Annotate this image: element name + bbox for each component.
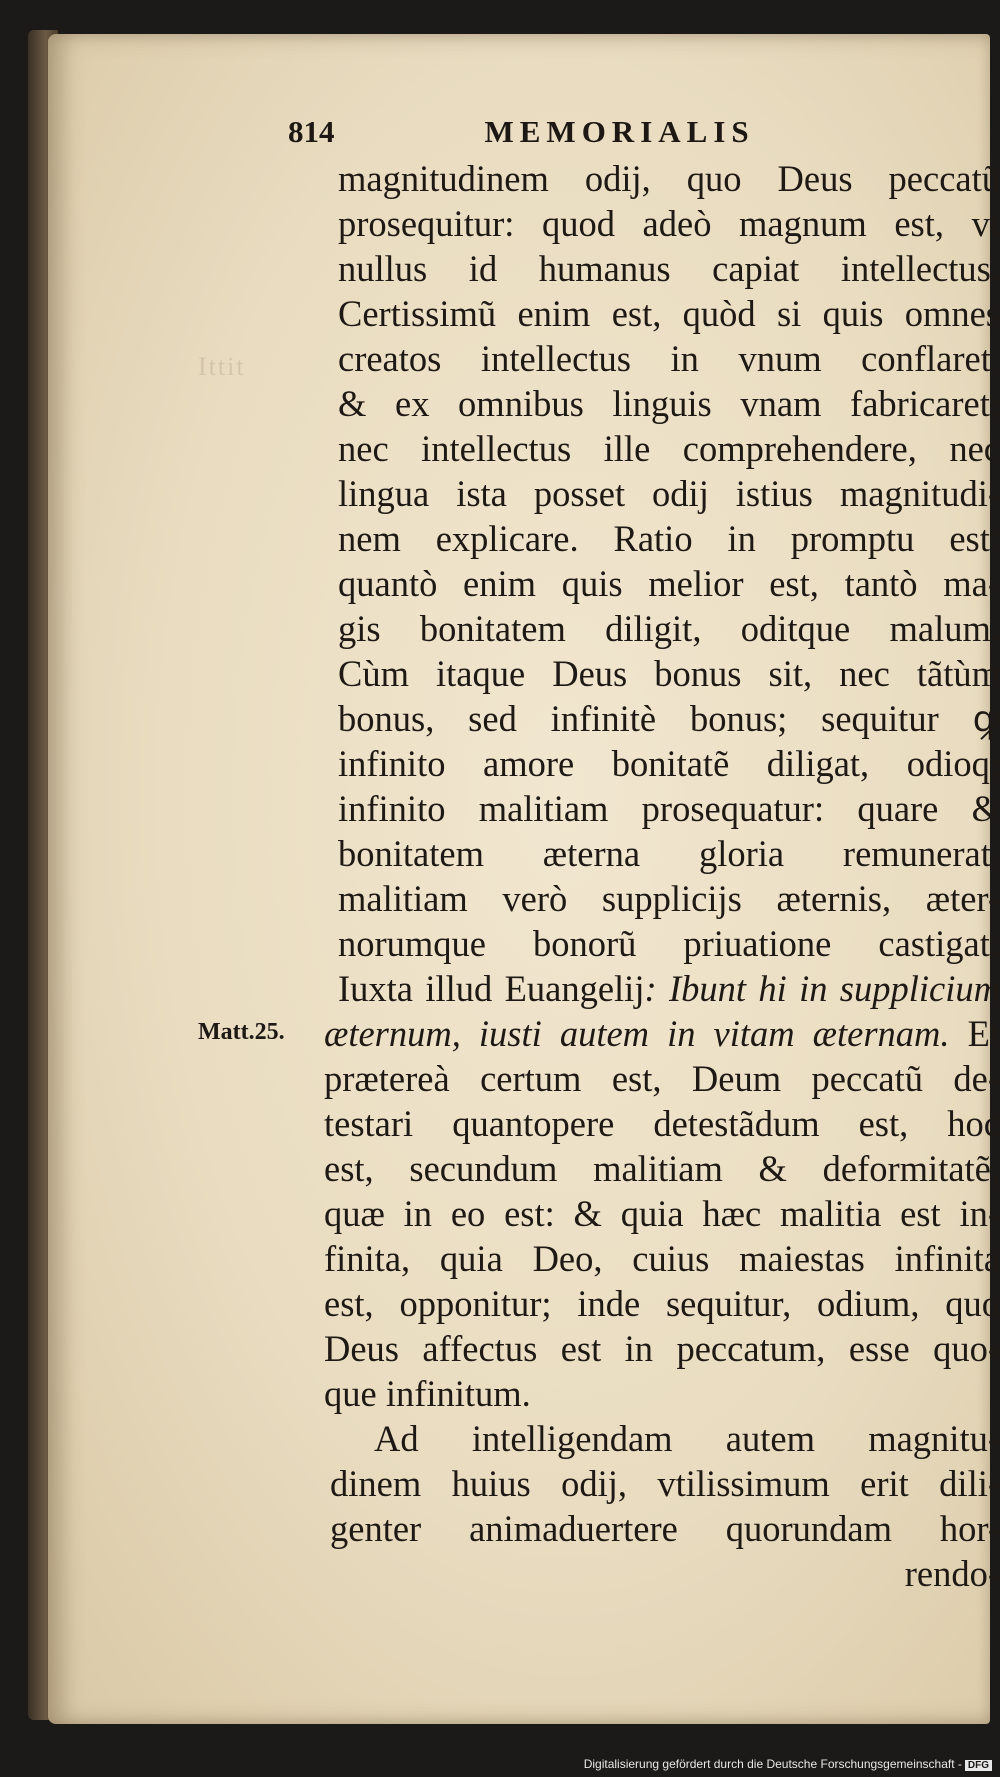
text-line: dinem huius odij, vtilissimum erit dili- — [330, 1463, 1000, 1504]
dfg-logo: DFG — [965, 1760, 992, 1771]
catchword: rendo- — [904, 1553, 1000, 1594]
text-line: Deus affectus est in peccatum, esse quo- — [324, 1328, 1000, 1369]
page-number: 814 — [288, 114, 335, 149]
text-line: Certissimũ enim est, quòd si quis omnes — [338, 293, 1000, 334]
text-line: est, opponitur; inde sequitur, odium, quo — [324, 1283, 1000, 1324]
text-line: lingua ista posset odij istius magnitudi- — [338, 473, 1000, 514]
text-line: quæ in eo est: & quia hæc malitia est in- — [324, 1193, 1000, 1234]
text-line: bonus, sed infinitè bonus; sequitur ꝙ — [338, 698, 1000, 739]
quote-intro: Iuxta illud Euangelij — [338, 968, 645, 1009]
text-line: bonitatem æterna gloria remunerat, — [338, 833, 1000, 874]
running-head-title: MEMORIALIS — [484, 114, 755, 149]
digitization-footer — [584, 1757, 992, 1771]
text-line: gis bonitatem diligit, oditque malum. — [338, 608, 1000, 649]
text-line: norumque bonorũ priuatione castigat: — [338, 923, 1000, 964]
running-head — [288, 114, 755, 150]
text-line: nullus id humanus capiat intellectus. — [338, 248, 1000, 289]
quote-tail: Et — [949, 1013, 1000, 1054]
body-text — [324, 156, 1000, 1596]
text-line: creatos intellectus in vnum conflaret, — [338, 338, 1000, 379]
scripture-quote: : Ibunt hi in supplicium — [644, 968, 1000, 1009]
text-line: nec intellectus ille comprehendere, nec — [338, 428, 1000, 469]
text-line: infinito malitiam prosequatur: quare & — [338, 788, 1000, 829]
text-line: Cùm itaque Deus bonus sit, nec tãtùm — [338, 653, 1000, 694]
text-line: testari quantopere detestãdum est, hoc — [324, 1103, 1000, 1144]
text-line: genter animaduertere quorundam hor- — [330, 1508, 1000, 1549]
book-page — [48, 34, 1000, 1724]
text-line: est, secundum malitiam & deformitatẽ, — [324, 1148, 1000, 1189]
show-through-text: Ittit — [198, 352, 246, 381]
scripture-quote-cont: æternum, iusti autem in vitam æternam. — [324, 1013, 950, 1054]
text-line: prosequitur: quod adeò magnum est, vt — [338, 203, 1000, 244]
quote-line — [338, 966, 1000, 1011]
text-line: magnitudinem odij, quo Deus peccatũ — [338, 158, 1000, 199]
marginal-note: Matt.25. — [198, 1019, 285, 1045]
text-line: nem explicare. Ratio in promptu est: — [338, 518, 1000, 559]
text-line: que infinitum. — [324, 1373, 531, 1414]
text-line: prætereà certum est, Deum peccatũ de- — [324, 1058, 1000, 1099]
footer-text: Digitalisierung gefördert durch die Deutsche Forschungsgemeinschaft - — [583, 1757, 962, 1771]
text-line: malitiam verò supplicijs æternis, æter- — [338, 878, 1000, 919]
text-line: infinito amore bonitatẽ diligat, odioq; — [338, 743, 1000, 784]
quote-line — [324, 1011, 1000, 1056]
text-line: & ex omnibus linguis vnam fabricaret; — [338, 383, 1000, 424]
paragraph-start: Ad intelligendam autem magnitu- — [374, 1418, 1000, 1459]
text-line: quantò enim quis melior est, tantò ma- — [338, 563, 1000, 604]
text-line: finita, quia Deo, cuius maiestas infinita — [324, 1238, 1000, 1279]
